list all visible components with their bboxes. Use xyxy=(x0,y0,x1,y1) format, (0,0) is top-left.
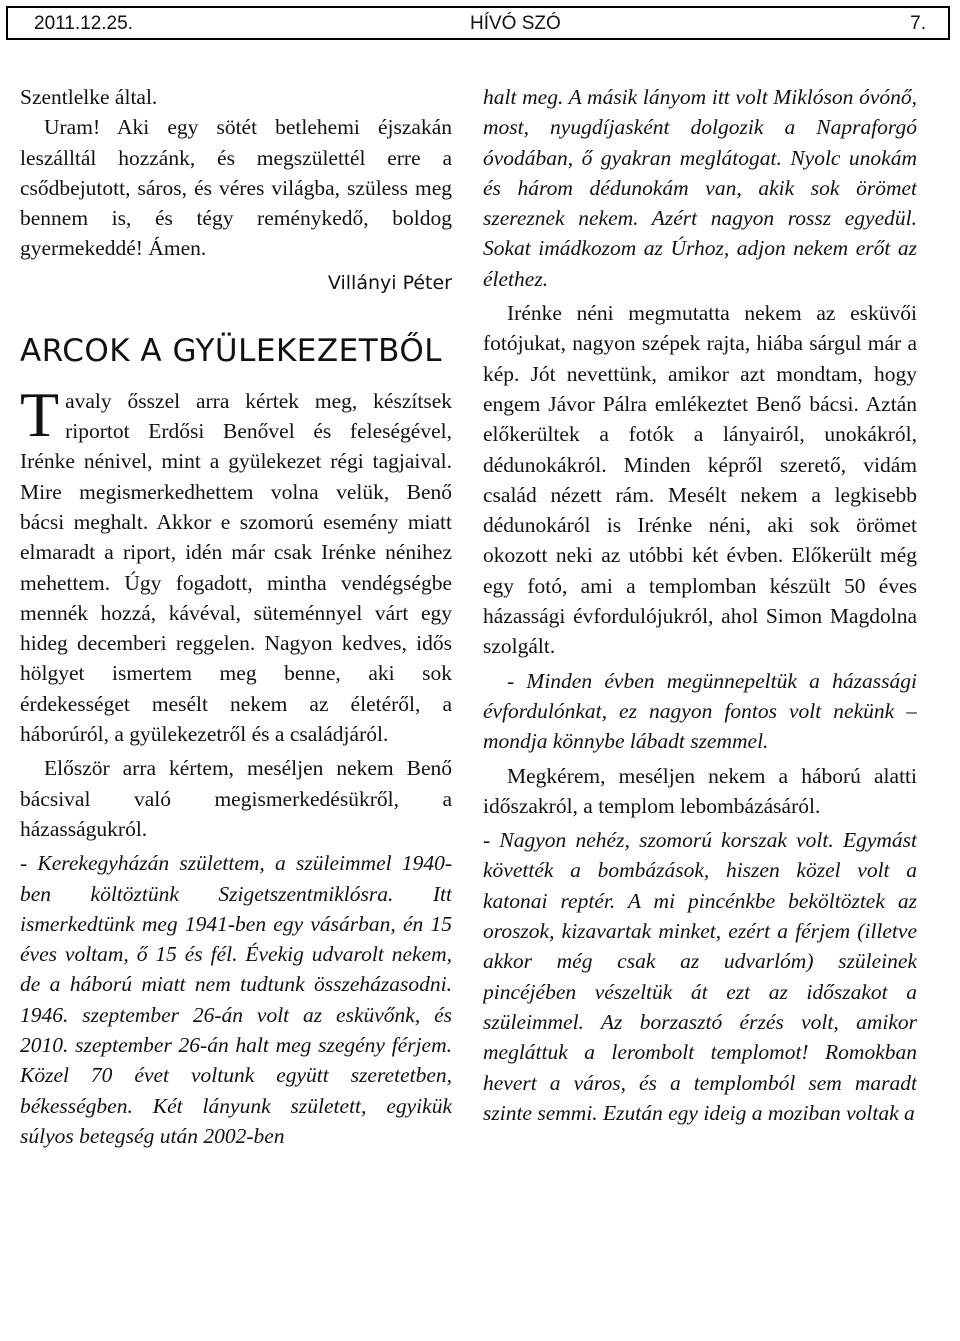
left-column xyxy=(20,82,452,1337)
right-column xyxy=(483,82,917,1337)
article-paragraph-6: - Minden évben megünnepeltük a házassági évfordulónkat, ez nagyon fontos volt nekünk – mondja könnybe lábadt szemmel. xyxy=(483,668,917,754)
header-date: 2011.12.25. xyxy=(34,13,133,34)
article-paragraph-5: Irénke néni megmutatta nekem az esküvői fotójukat, nagyon szépek rajta, hiába sárgul már a kép. Jót nevettünk, amikor azt mondtam, hogy engem Jávor Pálra emlékeztet Benő bácsi. Aztán előkerültek a fotók a lányairól, unokákról, dédunokákról. Minden képről szerető, vidám család nézett rám. Mesélt nekem a legkisebb dédunokáról is Irénke néni, aki sok örömet okozott neki az utóbbi két évben. Előkerült még egy fotó, ami a templomban készült 50 éves házassági évfordulójukról, ahol Simon Magdolna szolgált. xyxy=(483,301,917,659)
article-paragraph-1 xyxy=(20,378,452,750)
header-title: HÍVÓ SZÓ xyxy=(470,13,561,34)
intro-tail: Szentlelke által. xyxy=(20,85,158,109)
author-name: Villányi Péter xyxy=(327,271,452,294)
article-paragraph-2: Először arra kértem, meséljen nekem Benő bácsival való megismerkedésükről, a házasságukról. xyxy=(20,756,452,841)
article-paragraph-8: - Nagyon nehéz, szomorú korszak volt. Egymást követték a bombázások, hiszen közel volt a katonai reptér. A mi pincénkbe beköltöztek az oroszok, kizavartak minket, ezért a férjem (illetve akkor még csak az udvarlóm) szüleinek pincéjében vészeltük át ezt az időszakot a szüleimmel. Az borzasztó érzés volt, amikor megláttuk a lerombolt templomot! Romokban hevert a város, és a templomból sem maradt szinte semmi. Ezután egy ideig a moziban voltak a xyxy=(483,828,917,1125)
article-paragraph-4: halt meg. A másik lányom itt volt Miklóson óvónő, most, nyugdíjasként dolgozik a Napraforgó óvodában, ő gyakran meglátogat. Nyolc unokám és három dédunokám van, akik sok örömet szereznek nekem. Azért nagyon rossz egyedül. Sokat imádkozom az Úrhoz, adjon nekem erőt az élethez. xyxy=(483,85,917,291)
article-paragraph-1-text: avaly ősszel arra kértek meg, készítsek riportot Erdősi Benővel és feleségével, Irénke nénivel, mint a gyülekezet régi tagjaival. Mire megismerkedhettem volna velük, Benő bácsi meghalt. Akkor e szomorú esemény miatt elmaradt a riport, idén már csak Irénke nénihez mehettem. Úgy fogadott, mintha vendégségbe mennék hozzá, kávéval, süteménnyel várt egy hideg decemberi reggelen. Nagyon kedves, idős hölgyet ismertem meg benne, aki sok érdekességet mesélt nekem az életéről, a háborúról, a gyülekezetről és a családjáról. xyxy=(20,388,452,747)
prayer-paragraph: Uram! Aki egy sötét betlehemi éjszakán leszálltál hozzánk, és megszülettél erre a csődbejutott, sáros, és véres világba, szüless meg bennem is, és tégy reménykedő, boldog gyermekeddé! Ámen. xyxy=(20,115,452,261)
article-paragraph-7: Megkérem, meséljen nekem a háború alatti időszakról, a templom lebombázásáról. xyxy=(483,763,917,818)
article-paragraph-3: - Kerekegyházán születtem, a szüleimmel 1940-ben költöztünk Szigetszentmiklósra. Itt ismerkedtünk meg 1941-ben egy vásárban, én 15 éves voltam, ő 15 és fél. Évekig udvarolt nekem, de a háború miatt nem tudtunk összeházasodni. 1946. szeptember 26-án volt az esküvőnk, és 2010. szeptember 26-án halt meg szegény férjem. Közel 70 évet voltunk együtt szeretetben, békességben. Két lányunk született, egyikük súlyos betegség után 2002-ben xyxy=(20,851,452,1148)
header-page-number: 7. xyxy=(910,13,926,34)
drop-cap: T xyxy=(20,378,60,450)
section-title: ARCOK A GYÜLEKEZETBŐL xyxy=(20,332,443,369)
page-header xyxy=(6,6,950,40)
